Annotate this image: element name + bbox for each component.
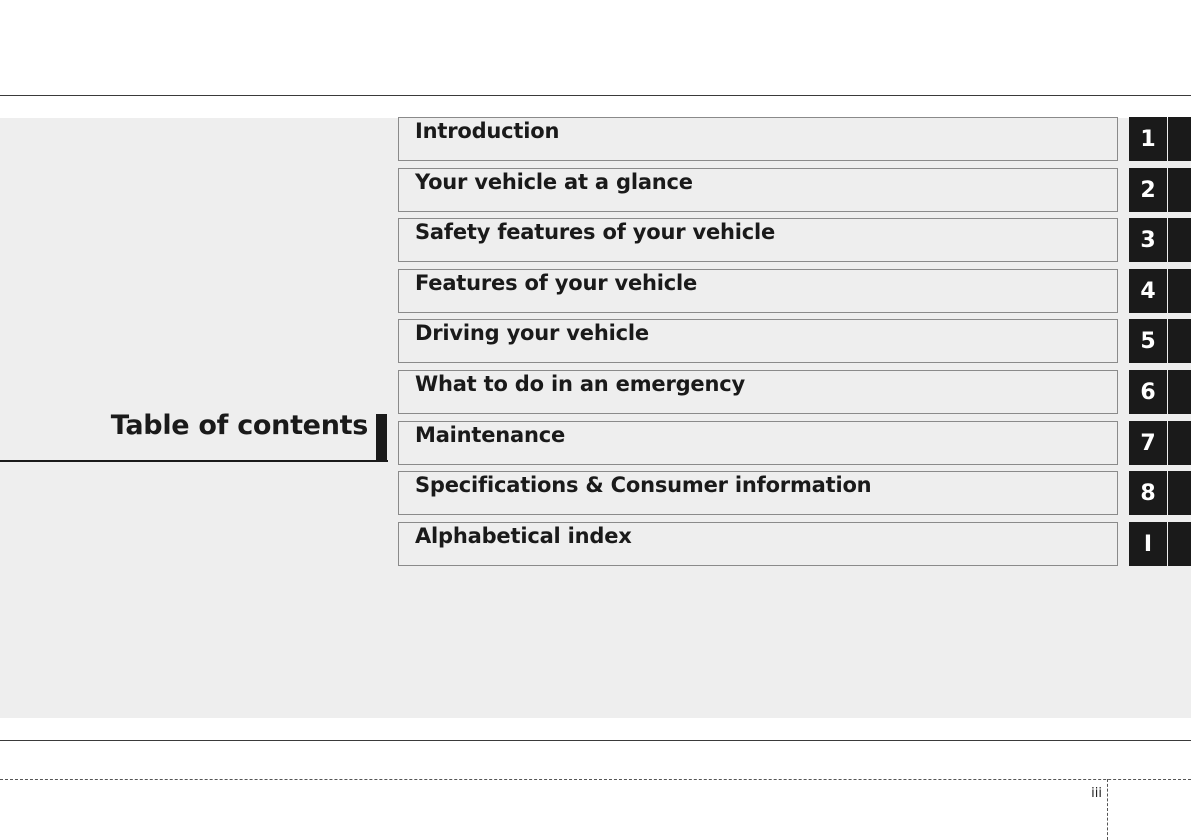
top-rule — [0, 95, 1191, 96]
toc-entry-index[interactable] — [398, 522, 1191, 566]
chapter-tab-edge — [1168, 218, 1191, 262]
toc-entry-specifications[interactable] — [398, 471, 1191, 515]
bottom-rule — [0, 740, 1191, 741]
chapter-tab-edge — [1168, 421, 1191, 465]
toc-entry-label[interactable]: What to do in an emergency — [415, 371, 745, 396]
chapter-tab[interactable] — [1129, 421, 1167, 465]
chapter-tab-edge — [1168, 117, 1191, 161]
page-number: iii — [1091, 786, 1102, 801]
chapter-tab-edge — [1168, 168, 1191, 212]
chapter-tab-edge — [1168, 522, 1191, 566]
toc-entry-vehicle-glance[interactable] — [398, 168, 1191, 212]
chapter-number: 2 — [1140, 177, 1156, 203]
chapter-tab[interactable] — [1129, 370, 1167, 414]
chapter-number: 4 — [1140, 278, 1156, 304]
title-underline — [0, 460, 388, 462]
toc-entry-label[interactable]: Driving your vehicle — [415, 321, 649, 346]
chapter-tab[interactable] — [1129, 117, 1167, 161]
chapter-tab[interactable] — [1129, 218, 1167, 262]
toc-entry-label[interactable]: Introduction — [415, 119, 560, 143]
toc-entry-maintenance[interactable] — [398, 421, 1191, 465]
chapter-number: 7 — [1140, 430, 1156, 456]
toc-entry-driving[interactable] — [398, 319, 1191, 363]
chapter-tab[interactable] — [1129, 319, 1167, 363]
toc-entry-label[interactable]: Maintenance — [415, 422, 566, 447]
toc-entry-emergency[interactable] — [398, 370, 1191, 414]
chapter-number: 8 — [1140, 481, 1156, 507]
chapter-number: 6 — [1140, 379, 1156, 405]
chapter-tab[interactable] — [1129, 168, 1167, 212]
chapter-tab[interactable] — [1129, 471, 1167, 515]
toc-entry-label[interactable]: Alphabetical index — [415, 523, 632, 548]
chapter-number: 5 — [1140, 329, 1156, 355]
chapter-number: I — [1143, 531, 1153, 557]
toc-entry-safety[interactable] — [398, 218, 1191, 262]
page-title: Table of contents — [110, 410, 368, 441]
chapter-tab-edge — [1168, 269, 1191, 313]
toc-entry-label[interactable]: Your vehicle at a glance — [415, 169, 693, 194]
toc-entry-label[interactable]: Safety features of your vehicle — [415, 220, 776, 245]
toc-entry-label[interactable]: Specifications & Consumer information — [415, 473, 872, 498]
toc-entry-introduction[interactable] — [398, 117, 1191, 161]
trim-line-horizontal — [0, 779, 1191, 780]
title-marker-bar — [376, 414, 387, 461]
chapter-number: 3 — [1140, 228, 1156, 254]
chapter-tab-edge — [1168, 370, 1191, 414]
chapter-number: 1 — [1140, 127, 1156, 152]
chapter-tab-edge — [1168, 319, 1191, 363]
toc-entry-features[interactable] — [398, 269, 1191, 313]
chapter-tab[interactable] — [1129, 522, 1167, 566]
chapter-tab-edge — [1168, 471, 1191, 515]
trim-line-vertical — [1107, 779, 1108, 840]
toc-list — [398, 117, 1191, 572]
toc-entry-label[interactable]: Features of your vehicle — [415, 270, 698, 295]
chapter-tab[interactable] — [1129, 269, 1167, 313]
